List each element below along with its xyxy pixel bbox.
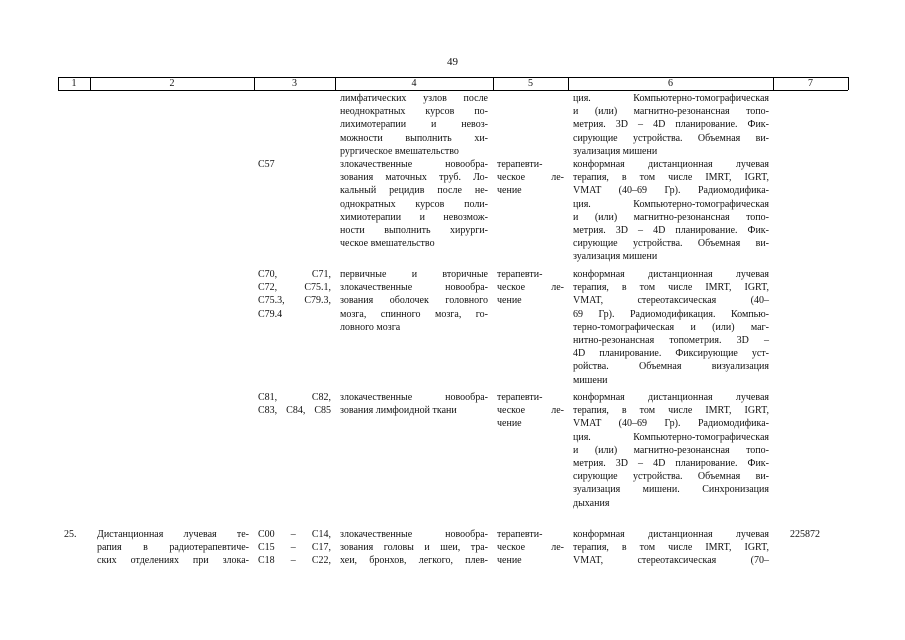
text-line: ческое ле-	[497, 282, 564, 294]
text-line: терапевти-	[497, 159, 543, 170]
text-line: мозга, спинного мозга, го-	[340, 308, 488, 320]
text-line: ловного мозга	[340, 321, 401, 333]
text-line: 69 Гр). Радиомодификация. Компью-	[573, 308, 769, 320]
table-cell-description	[340, 391, 488, 417]
text-line: 4D планирование. Фиксирующие уст-	[573, 348, 769, 360]
text-line: чение	[497, 418, 522, 430]
table-cell-method	[573, 158, 769, 264]
text-line: зования головы и шеи, тра-	[340, 542, 488, 554]
text-line: зования лимфоидной ткани	[340, 405, 457, 417]
column-header-3: 3	[292, 78, 297, 89]
table-cell-method	[573, 268, 769, 387]
text-line: можности выполнить хи-	[340, 132, 488, 144]
text-line: терапевти-	[497, 392, 543, 403]
text-line: зуализация мишени. Синхронизация	[573, 484, 769, 496]
table-cell-method	[573, 528, 769, 568]
text-line: ройства. Объемная визуализация	[573, 361, 769, 373]
text-line: ция. Компьютерно-томографическая	[573, 431, 769, 443]
text-line: ция. Компьютерно-томографическая	[573, 198, 769, 210]
text-line: VMAT (40–69 Гр). Радиомодифика-	[573, 185, 769, 197]
text-line: и (или) магнитно-резонансная топо-	[573, 211, 769, 223]
text-line: сирующие устройства. Объемная ви-	[573, 471, 769, 483]
table-cell-codes	[258, 528, 331, 568]
text-line: дыхания	[573, 497, 610, 509]
text-line: C15 – C17,	[258, 542, 331, 554]
text-line: C83, C84, C85	[258, 405, 331, 417]
text-line: метрия. 3D – 4D планирование. Фик-	[573, 458, 769, 470]
text-line: конформная дистанционная лучевая	[573, 529, 769, 540]
column-header-1: 1	[71, 78, 77, 89]
text-line: сирующие устройства. Объемная ви-	[573, 238, 769, 250]
table-cell-method	[573, 92, 769, 158]
text-line: рургическое вмешательство	[340, 145, 459, 157]
text-line: нитно-резонансная топометрия. 3D –	[573, 335, 769, 347]
text-line: терапия, в том числе IMRT, IGRT,	[573, 282, 769, 294]
text-line: и (или) магнитно-резонансная топо-	[573, 444, 769, 456]
text-line: C70, C71,	[258, 269, 331, 280]
table-cell-treatment	[497, 268, 564, 308]
text-line: ческое вмешательство	[340, 238, 435, 250]
table-cell-description	[340, 158, 488, 250]
table-cell-name	[97, 528, 249, 568]
table-cell-codes	[258, 391, 331, 417]
text-line: зуализация мишени	[573, 145, 658, 157]
text-line: чение	[497, 185, 522, 197]
text-line: ческое ле-	[497, 542, 564, 554]
text-line: C57	[258, 159, 275, 170]
table-cell-treatment	[497, 528, 564, 568]
table-cell-description	[340, 92, 488, 158]
text-line: VMAT, стереотаксическая (70–	[573, 555, 769, 567]
text-line: злокачественные новообра-	[340, 282, 488, 294]
text-line: конформная дистанционная лучевая	[573, 159, 769, 170]
column-header-4: 4	[411, 78, 417, 89]
text-line: кальный рецидив после не-	[340, 185, 488, 197]
table-cell-treatment	[497, 158, 564, 198]
text-line: терапевти-	[497, 269, 543, 280]
text-line: чение	[497, 555, 522, 567]
text-line: VMAT (40–69 Гр). Радиомодифика-	[573, 418, 769, 430]
table-cell-description	[340, 528, 488, 568]
text-line: C72, C75.1,	[258, 282, 331, 294]
table-cell-method	[573, 391, 769, 510]
text-line: однократных курсов поли-	[340, 198, 488, 210]
column-header-7: 7	[808, 78, 813, 89]
header-bottom-rule	[58, 90, 848, 91]
table-cell-codes	[258, 268, 331, 321]
text-line: хеи, бронхов, легкого, плев-	[340, 555, 488, 567]
text-line: метрия. 3D – 4D планирование. Фик-	[573, 225, 769, 237]
page-number: 49	[447, 56, 458, 68]
text-line: лимфатических узлов после	[340, 93, 488, 104]
text-line: Дистанционная лучевая те-	[97, 529, 249, 540]
text-line: зования оболочек головного	[340, 295, 488, 307]
text-line: сирующие устройства. Объемная ви-	[573, 132, 769, 144]
text-line: терапия, в том числе IMRT, IGRT,	[573, 542, 769, 554]
text-line: и (или) магнитно-резонансная топо-	[573, 106, 769, 118]
text-line: ция. Компьютерно-томографическая	[573, 93, 769, 104]
text-line: зуализация мишени	[573, 251, 658, 263]
text-line: ческое ле-	[497, 172, 564, 184]
text-line: первичные и вторичные	[340, 269, 488, 280]
table-cell-description	[340, 268, 488, 334]
text-line: зования маточных труб. Ло-	[340, 172, 488, 184]
table-cell-codes	[258, 158, 331, 171]
text-line: C18 – C22,	[258, 555, 331, 567]
table-cell-number	[64, 528, 88, 541]
text-line: мишени	[573, 374, 608, 386]
text-line: лихимотерапии и невоз-	[340, 119, 488, 131]
text-line: конформная дистанционная лучевая	[573, 269, 769, 280]
text-line: терно-томографическая и (или) маг-	[573, 321, 769, 333]
text-line: терапевти-	[497, 529, 543, 540]
text-line: злокачественные новообра-	[340, 529, 488, 540]
text-line: злокачественные новообра-	[340, 392, 488, 403]
column-header-2: 2	[169, 78, 175, 89]
text-line: злокачественные новообра-	[340, 159, 488, 170]
text-line: C79.4	[258, 308, 283, 320]
text-line: C81, C82,	[258, 392, 331, 403]
text-line: C75.3, C79.3,	[258, 295, 331, 307]
text-line: рапия в радиотерапевтиче-	[97, 542, 249, 554]
text-line: неоднократных курсов по-	[340, 106, 488, 118]
column-header-6: 6	[668, 78, 673, 89]
text-line: VMAT, стереотаксическая (40–	[573, 295, 769, 307]
text-line: конформная дистанционная лучевая	[573, 392, 769, 403]
column-header-5: 5	[528, 78, 533, 89]
text-line: C00 – C14,	[258, 529, 331, 540]
table-cell-cost	[790, 528, 840, 541]
header-divider	[848, 77, 849, 90]
text-line: ческое ле-	[497, 405, 564, 417]
text-line: 225872	[790, 529, 820, 540]
text-line: ности выполнить хирурги-	[340, 225, 488, 237]
table-cell-treatment	[497, 391, 564, 431]
text-line: терапия, в том числе IMRT, IGRT,	[573, 172, 769, 184]
text-line: химиотерапии и невозмож-	[340, 211, 488, 223]
text-line: 25.	[64, 529, 77, 540]
text-line: метрия. 3D – 4D планирование. Фик-	[573, 119, 769, 131]
text-line: терапия, в том числе IMRT, IGRT,	[573, 405, 769, 417]
text-line: чение	[497, 295, 522, 307]
text-line: ских отделениях при злока-	[97, 555, 249, 567]
